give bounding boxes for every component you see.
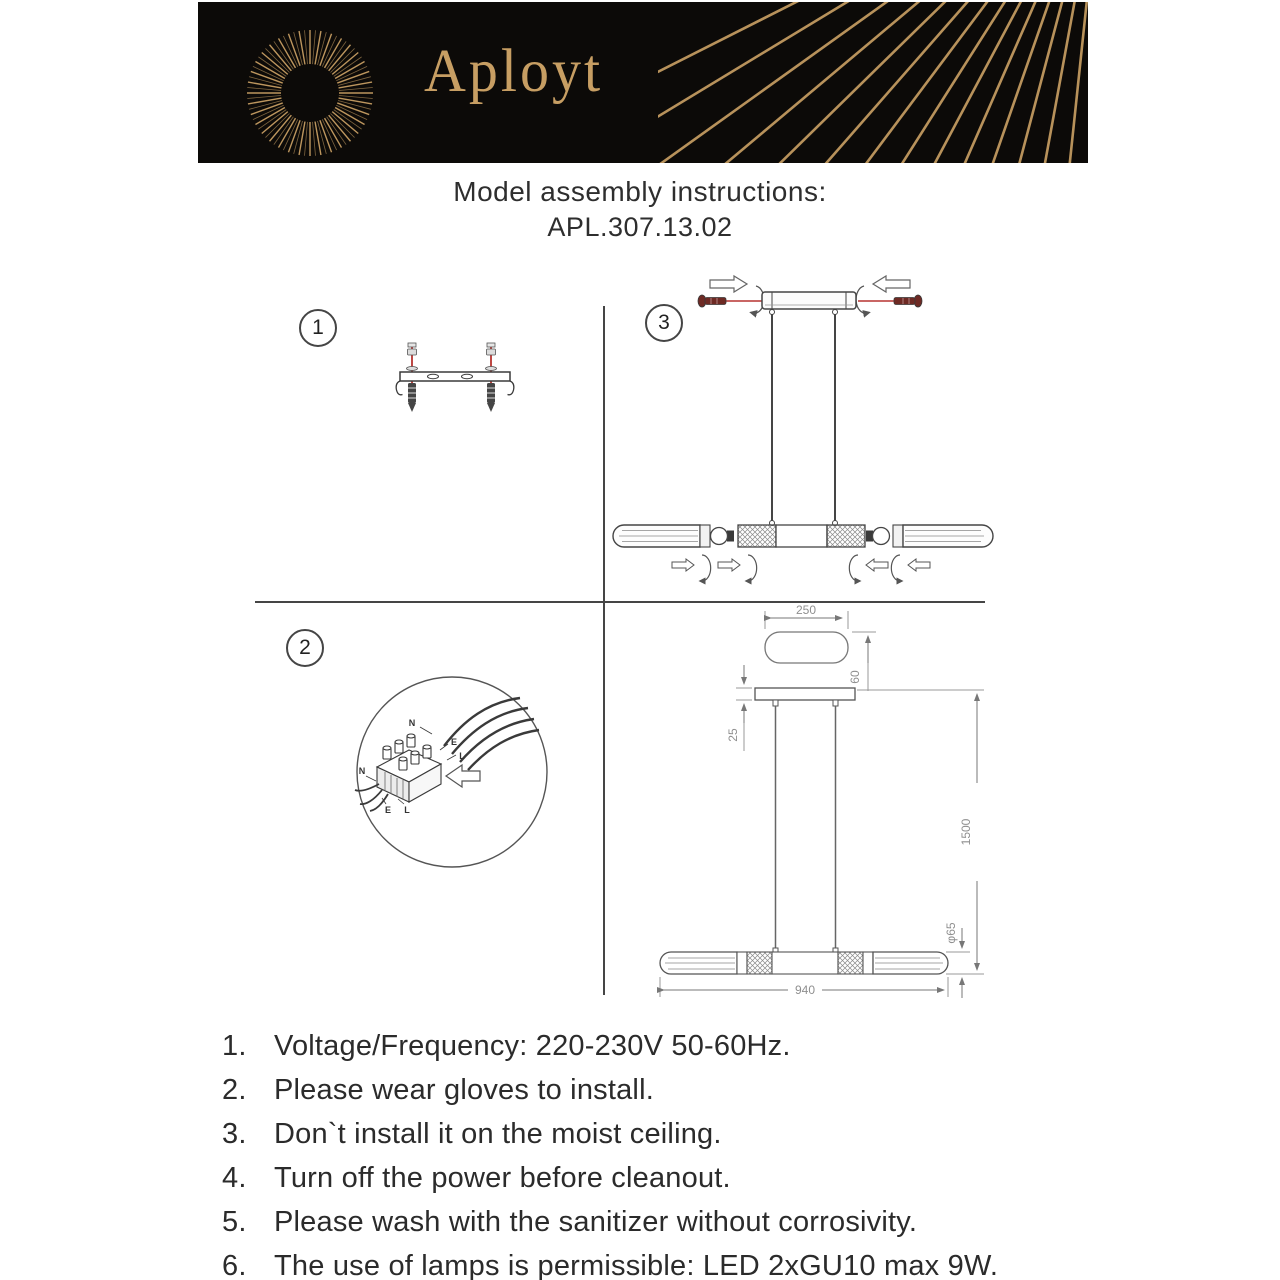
suspension-rods [776, 706, 836, 948]
step-2-badge: 2 [286, 629, 324, 667]
item-number: 6. [222, 1250, 247, 1280]
wire-label-l-out: L [404, 805, 410, 815]
push-arrow-left-icon [873, 276, 910, 292]
item-number: 1. [222, 1030, 247, 1062]
lamp-body [738, 525, 865, 547]
wire-label-e-out: E [384, 805, 392, 815]
item-text: Turn off the power before cleanout. [274, 1162, 731, 1194]
corner-rays-decoration [658, 2, 1088, 163]
push-arrow-right-icon [710, 276, 747, 292]
wire-label-e-in: E [450, 737, 458, 747]
step3-assembly-diagram [610, 272, 1010, 602]
lamp-front-view [660, 952, 948, 974]
mains-wires [444, 698, 539, 770]
bulb-right [866, 528, 890, 545]
wire-label-n-out: N [358, 766, 366, 776]
list-item [222, 1074, 1102, 1118]
wire-label-n-in: N [408, 718, 416, 728]
model-number: APL.307.13.02 [547, 212, 733, 242]
brand-banner [198, 2, 1088, 163]
dim-label-250: 250 [795, 603, 817, 617]
twist-arrows [672, 555, 930, 581]
vertical-divider [603, 306, 605, 995]
dimension-drawing [640, 603, 985, 1028]
rotate-arrow-icon [856, 286, 867, 313]
dim-label-1500: 1500 [959, 818, 973, 846]
canopy-screw-right [858, 295, 922, 307]
bulb-left [711, 528, 735, 545]
tube-shade-left [613, 525, 710, 547]
item-text: Voltage/Frequency: 220-230V 50-60Hz. [274, 1030, 791, 1062]
sunburst-logo-icon [246, 29, 374, 157]
step-1-badge: 1 [299, 309, 337, 347]
item-number: 3. [222, 1118, 247, 1150]
list-item [222, 1250, 1102, 1280]
terminal-block [377, 734, 441, 802]
item-number: 5. [222, 1206, 247, 1238]
canopy-top-view [765, 632, 848, 663]
step-3-badge: 3 [645, 304, 683, 342]
instruction-list [222, 1030, 1102, 1280]
dim-label-60: 60 [848, 670, 862, 684]
dim-label-diameter: φ65 [944, 922, 958, 944]
list-item [222, 1206, 1102, 1250]
canopy-side-view [755, 688, 855, 706]
suspension-cables [770, 310, 838, 526]
canopy-screw-left [698, 295, 762, 307]
insert-arrow-icon [446, 765, 480, 787]
wire-label-l-in: L [459, 751, 465, 761]
item-text: Please wash with the sanitizer without corrosivity. [274, 1206, 918, 1238]
list-item [222, 1162, 1102, 1206]
item-text: Don`t install it on the moist ceiling. [274, 1118, 722, 1150]
item-number: 4. [222, 1162, 247, 1194]
dim-label-25: 25 [726, 728, 740, 742]
brand-name: Aployt [424, 36, 604, 105]
item-text: The use of lamps is permissible: LED 2xGU10 max 9W. [274, 1250, 999, 1280]
step1-bracket-diagram [393, 337, 523, 417]
list-item [222, 1030, 1102, 1074]
ceiling-canopy [762, 292, 856, 309]
tube-shade-right [893, 525, 993, 547]
step2-wiring-diagram [352, 672, 552, 872]
page-title: Model assembly instructions: [453, 176, 827, 207]
list-item [222, 1118, 1102, 1162]
item-number: 2. [222, 1074, 247, 1106]
item-text: Please wear gloves to install. [274, 1074, 654, 1106]
dim-label-940: 940 [794, 983, 816, 997]
